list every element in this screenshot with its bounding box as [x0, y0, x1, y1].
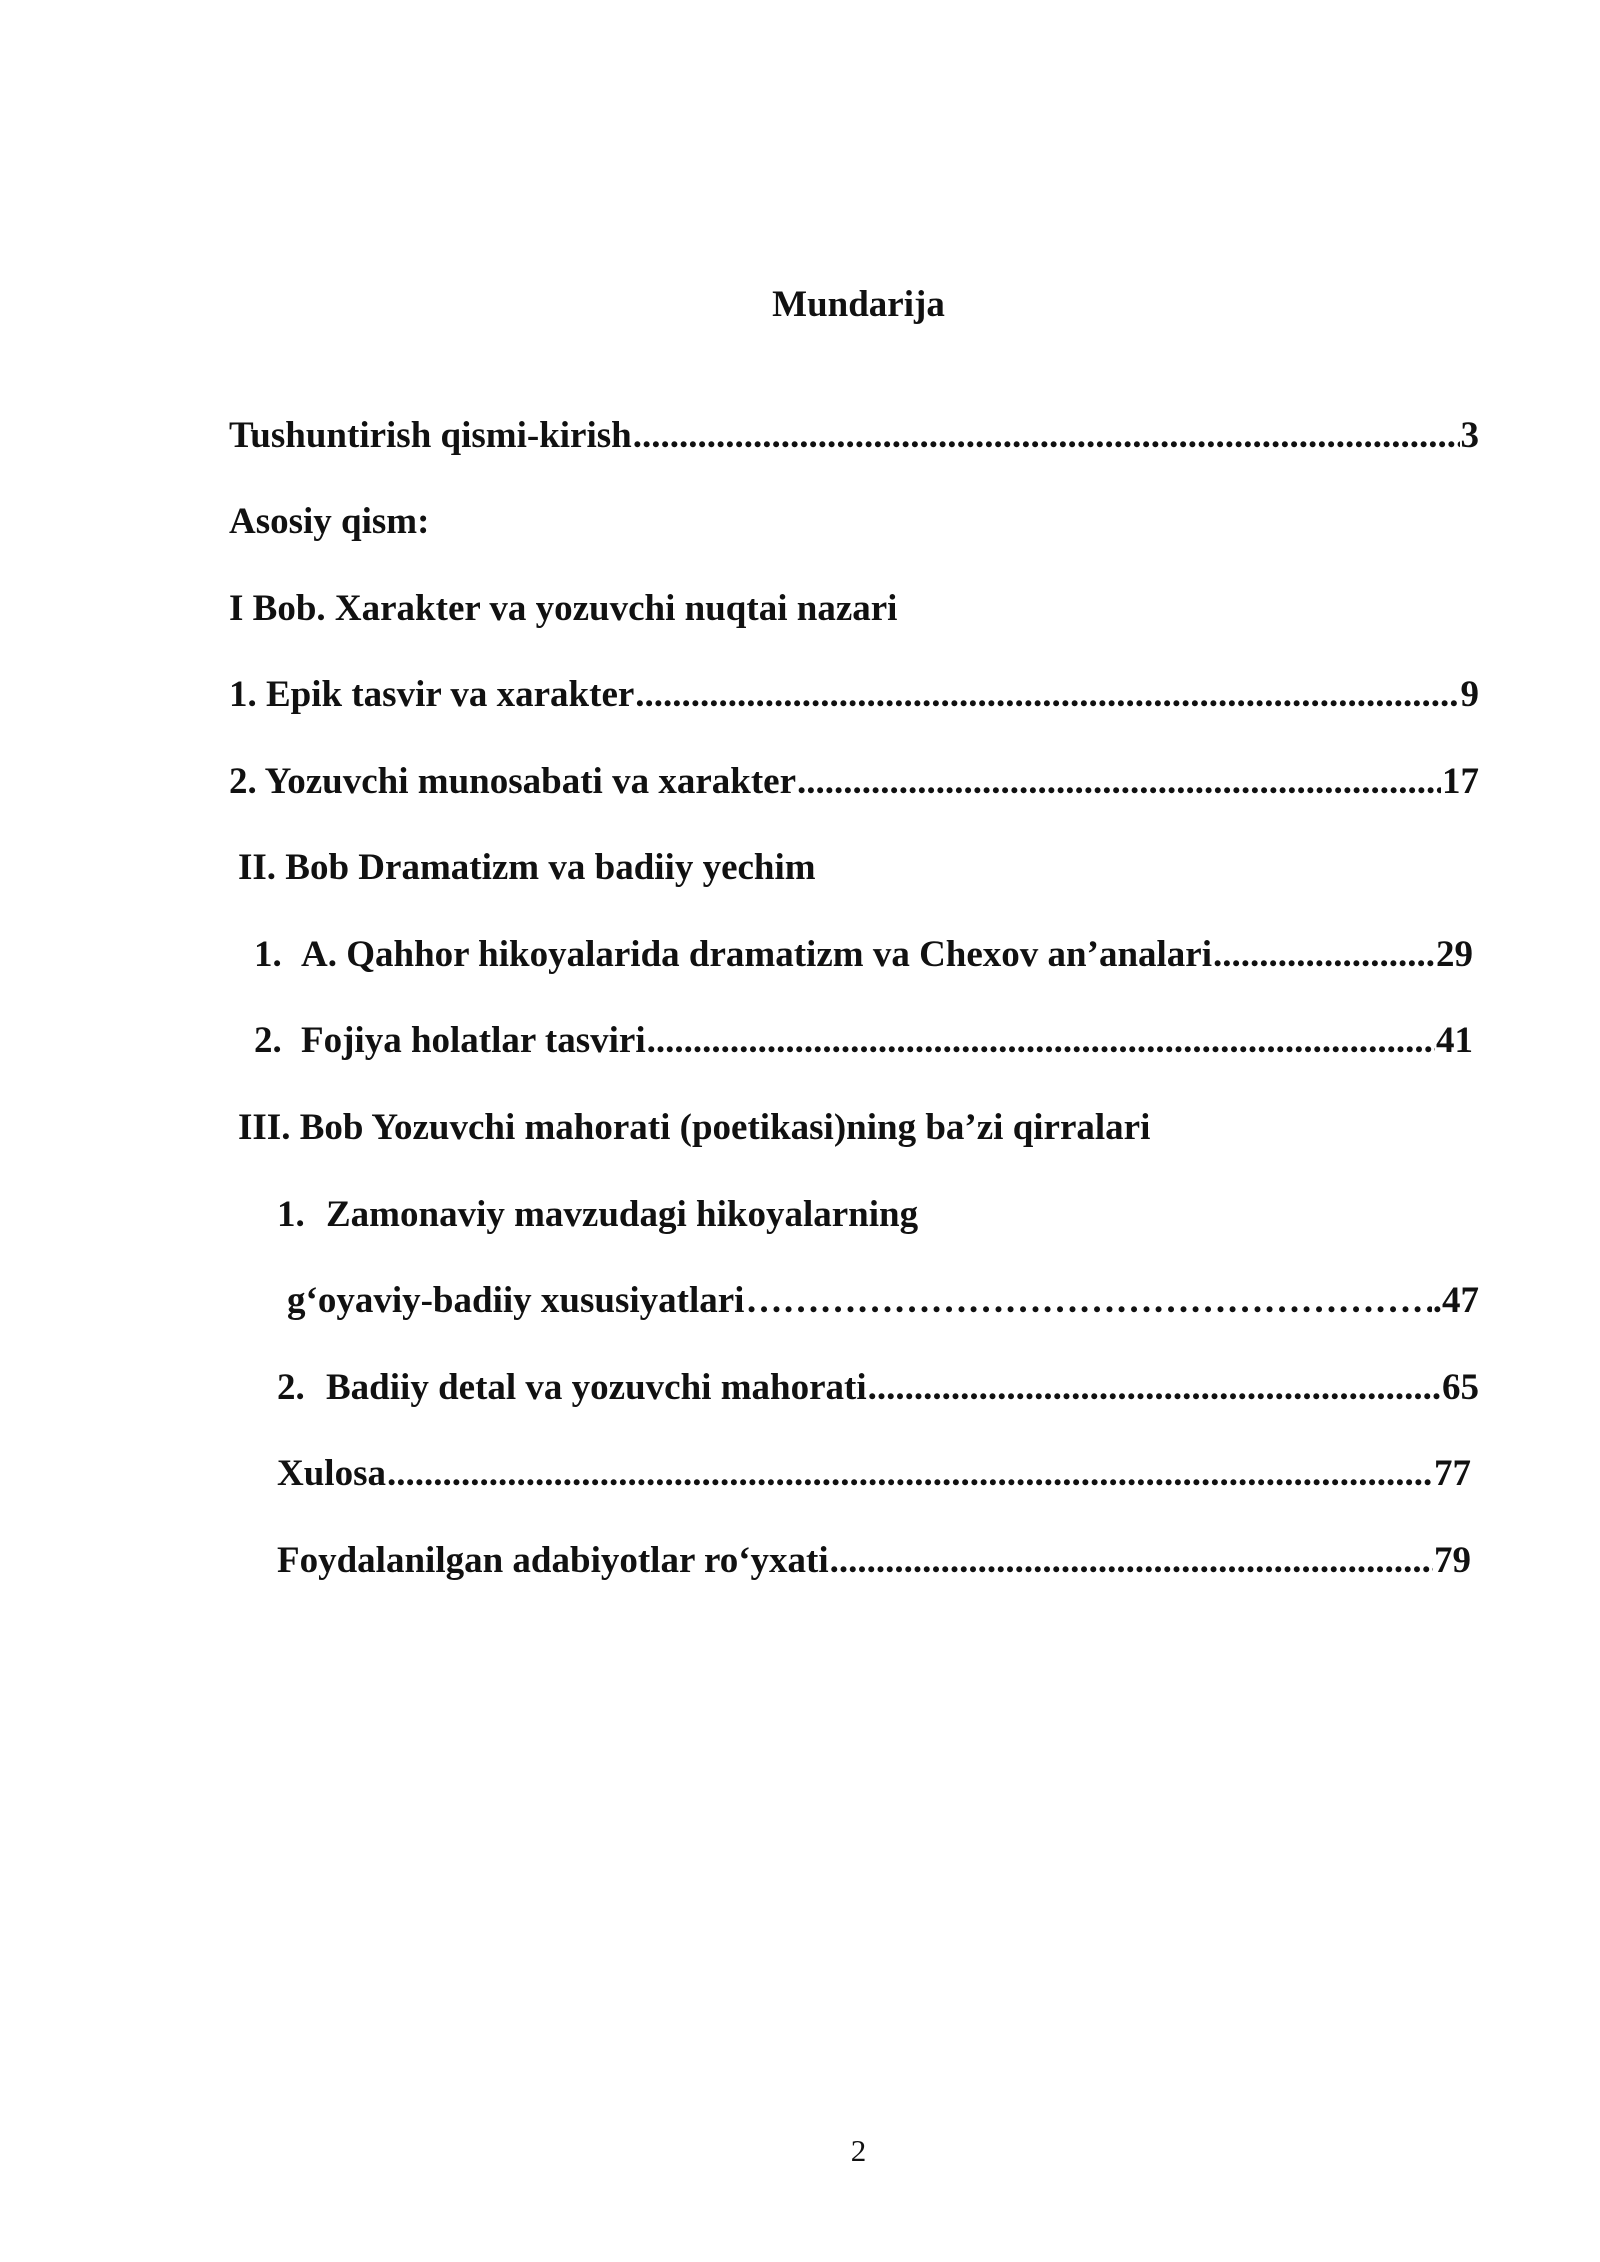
toc-entry-text: Fojiya holatlar tasviri	[301, 1020, 646, 1061]
toc-entry-introduction	[229, 414, 1479, 458]
dot-leader	[868, 1366, 1441, 1410]
toc-entry-number: 1.	[277, 1194, 305, 1235]
dot-leader	[633, 414, 1460, 458]
dot-leader	[830, 1539, 1433, 1583]
dot-leader	[745, 1279, 1431, 1323]
toc-page-number: .47	[1432, 1280, 1479, 1321]
toc-page-number: 17	[1442, 761, 1479, 802]
page-number: 2	[850, 2133, 867, 2168]
toc-entry-text: 1. Epik tasvir va xarakter	[229, 674, 635, 715]
toc-entry-number: 1.	[254, 934, 282, 975]
toc-entry-conclusion	[277, 1452, 1471, 1496]
toc-entry-text: Asosiy qism:	[229, 501, 430, 542]
toc-page-number: 3	[1460, 415, 1479, 456]
toc-chapter-2	[238, 846, 816, 890]
dot-leader	[387, 1452, 1433, 1496]
toc-chapter-1	[229, 587, 897, 631]
toc-entry-1-2	[229, 760, 1479, 804]
toc-entry-number: 2.	[277, 1367, 305, 1408]
toc-entry-text: A. Qahhor hikoyalarida dramatizm va Chexov an’analari	[301, 934, 1212, 975]
toc-entry-text: Tushuntirish qismi-kirish	[229, 415, 632, 456]
toc-entry-text: g‘oyaviy-badiiy xususiyatlari	[287, 1280, 745, 1321]
toc-page-number: 79	[1434, 1540, 1471, 1581]
toc-entry-number: 2.	[254, 1020, 282, 1061]
toc-page-number: 65	[1442, 1367, 1479, 1408]
toc-chapter-3	[238, 1106, 1150, 1150]
dot-leader	[797, 760, 1441, 804]
toc-entry-text: Zamonaviy mavzudagi hikoyalarning	[326, 1194, 919, 1235]
toc-entry-3-1	[277, 1193, 918, 1237]
toc-entry-text: II. Bob Dramatizm va badiiy yechim	[238, 847, 816, 888]
toc-entry-text: 2. Yozuvchi munosabati va xarakter	[229, 761, 796, 802]
toc-entry-2-2	[254, 1019, 1473, 1063]
toc-entry-text: I Bob. Xarakter va yozuvchi nuqtai nazari	[229, 588, 898, 629]
toc-entry-text: Xulosa	[277, 1453, 386, 1494]
page-title: Mundarija	[772, 284, 945, 325]
toc-page-number: 41	[1436, 1020, 1473, 1061]
toc-entry-3-1-continued	[287, 1279, 1479, 1323]
toc-entry-bibliography	[277, 1539, 1471, 1583]
toc-heading-main-part	[229, 500, 429, 544]
toc-page-number: 29	[1436, 934, 1473, 975]
toc-page-number: 77	[1434, 1453, 1471, 1494]
toc-entry-text: Badiiy detal va yozuvchi mahorati	[326, 1367, 867, 1408]
toc-entry-text: Foydalanilgan adabiyotlar ro‘yxati	[277, 1540, 829, 1581]
dot-leader	[635, 673, 1459, 717]
dot-leader	[1213, 933, 1435, 977]
toc-page-number: 9	[1460, 674, 1479, 715]
toc-entry-2-1	[254, 933, 1473, 977]
toc-entry-text: III. Bob Yozuvchi mahorati (poetikasi)ning ba’zi qirralari	[238, 1107, 1151, 1148]
dot-leader	[647, 1019, 1435, 1063]
toc-entry-3-2	[277, 1366, 1479, 1410]
toc-entry-1-1	[229, 673, 1479, 717]
